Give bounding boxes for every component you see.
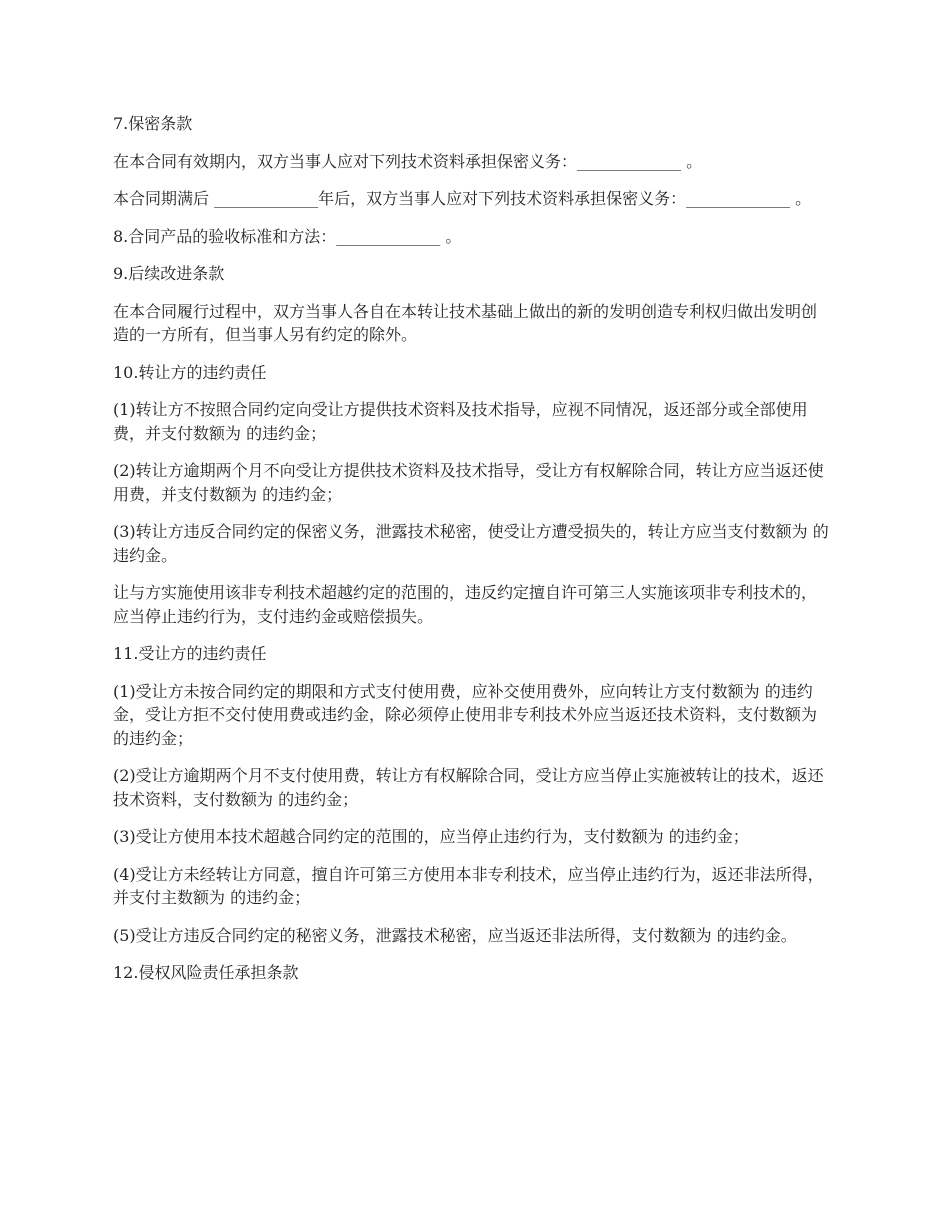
section-heading-transferor-liability: 10.转让方的违约责任: [113, 362, 267, 382]
section-heading-transferee-liability: 11.受让方的违约责任: [113, 644, 267, 663]
list-item: (2)受让方逾期两个月不支付使用费，转让方有权解除合同，受让方应当停止实施被转让的技术，返还技术资料，支付数额为 的违约金；: [113, 766, 824, 809]
list-item: (5)受让方违反合同约定的秘密义务，泄露技术秘密，应当返还非法所得，支付数额为 的违约金。: [113, 925, 797, 945]
section-heading-infringement-risk: 12.侵权风险责任承担条款: [113, 963, 299, 982]
section-heading-acceptance: 8.合同产品的验收标准和方法：_____________ 。: [113, 226, 462, 246]
paragraph: 在本合同履行过程中，双方当事人各自在本转让技术基础上做出的新的发明创造专利权归做出发明创造的一方所有，但当事人另有约定的除外。: [113, 301, 818, 344]
list-item: (1)受让方未按合同约定的期限和方式支付使用费，应补交使用费外，应向转让方支付数额为 的违约金，受让方拒不交付使用费或违约金，除必须停止使用非专利技术外应当返还技术资料，支付数额为 的违约金；: [113, 681, 823, 748]
list-item: (3)转让方违反合同约定的保密义务，泄露技术秘密，使受让方遭受损失的，转让方应当支付数额为 的违约金。: [113, 522, 829, 565]
list-item: (2)转让方逾期两个月不向受让方提供技术资料及技术指导，受让方有权解除合同，转让方应当返还使用费，并支付数额为 的违约金；: [113, 461, 824, 504]
list-item: (4)受让方未经转让方同意，擅自许可第三方使用本非专利技术，应当停止违约行为，返还非法所得，并支付主数额为 的违约金；: [113, 864, 824, 907]
list-item: (3)受让方使用本技术超越合同约定的范围的，应当停止违约行为，支付数额为 的违约金；: [113, 827, 749, 846]
paragraph: 本合同期满后 _____________年后，双方当事人应对下列技术资料承担保密义务：_____________ 。: [113, 189, 812, 208]
list-item: (1)转让方不按照合同约定向受让方提供技术资料及技术指导，应视不同情况，返还部分或全部使用费，并支付数额为 的违约金；: [113, 400, 808, 443]
section-heading-confidentiality: 7.保密条款: [113, 114, 193, 133]
section-heading-improvement: 9.后续改进条款: [113, 264, 225, 283]
paragraph: 在本合同有效期内，双方当事人应对下列技术资料承担保密义务：_____________ 。: [113, 151, 703, 171]
paragraph: 让与方实施使用该非专利技术超越约定的范围的，违反约定擅自许可第三人实施该项非专利技术的，应当停止违约行为，支付违约金或赔偿损失。: [113, 583, 818, 626]
